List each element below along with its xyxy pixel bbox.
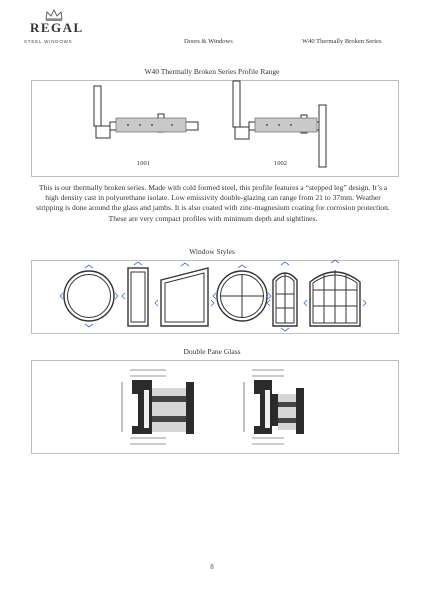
brand-logo: REGAL	[30, 20, 84, 35]
profile-1002-drawing	[229, 81, 341, 169]
header-nav-doors-windows[interactable]: Doors & Windows	[184, 38, 233, 45]
profile-range-panel	[31, 80, 399, 177]
double-pane-title: Double Pane Glass	[183, 347, 241, 356]
header-nav-series[interactable]: W40 Thermally Broken Series	[302, 38, 382, 45]
brand-tagline: STEEL WINDOWS	[24, 39, 73, 44]
profile-label-1001: 1001	[137, 160, 150, 167]
page-number: 8	[210, 563, 214, 571]
window-styles-title: Window Styles	[189, 247, 235, 256]
series-description: This is our thermally broken series. Made with cold formed steel, this profile features a “stepped leg” design. It’s a high density cast in polyurethane isolate. Low emissivity double-glazing can range from 21 to 37mm. Weather stripping is done around the glass and jambs. It is also coated with zinc-magnesium coating for corrosion protection. These are very compact profiles with minimum depth and sightlines.	[36, 183, 390, 223]
profile-label-1002: 1002	[274, 160, 287, 167]
double-pane-panel	[31, 360, 399, 454]
profile-section-title: W40 Thermally Broken Series Profile Range	[144, 67, 280, 76]
double-pane-section-left	[110, 362, 200, 450]
double-pane-section-right	[230, 362, 320, 450]
window-styles-drawing	[31, 260, 397, 332]
profile-1001-drawing	[88, 86, 200, 150]
